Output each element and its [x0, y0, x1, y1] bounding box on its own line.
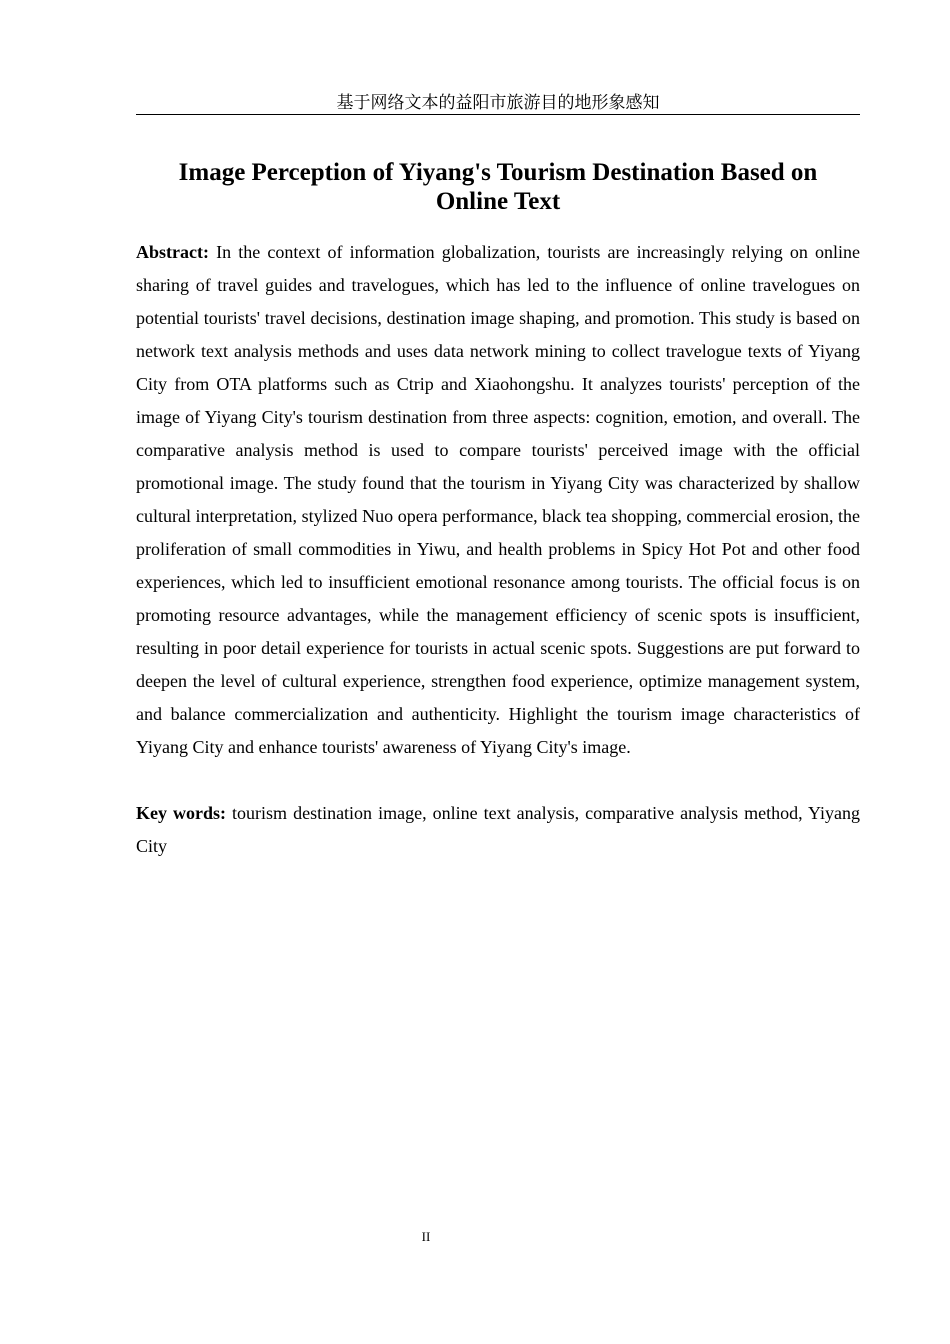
abstract-paragraph	[136, 236, 860, 764]
page-number: II	[421, 1229, 431, 1244]
running-header: 基于网络文本的益阳市旅游目的地形象感知	[336, 93, 660, 112]
abstract-text: In the context of information globalization, tourists are increasingly relying on online sharing of travel guides and travelogues, which has led to the influence of online travelogues on potential tourists' travel decisions, destination image shaping, and promotion. This study is based on network text analysis methods and uses data network mining to collect travelogue texts of Yiyang City from OTA platforms such as Ctrip and Xiaohongshu. It analyzes tourists' perception of the image of Yiyang City's tourism destination from three aspects: cognition, emotion, and overall. The comparative analysis method is used to compare tourists' perceived image with the official promotional image. The study found that the tourism in Yiyang City was characterized by shallow cultural interpretation, stylized Nuo opera performance, black tea shopping, commercial erosion, the proliferation of small commodities in Yiwu, and health problems in Spicy Hot Pot and other food experiences, which led to insufficient emotional resonance among tourists. The official focus is on promoting resource advantages, while the management efficiency of scenic spots is insufficient, resulting in poor detail experience for tourists in actual scenic spots. Suggestions are put forward to deepen the level of cultural experience, strengthen food experience, optimize management system, and balance commercialization and authenticity. Highlight the tourism image characteristics of Yiyang City and enhance tourists' awareness of Yiyang City's image.	[136, 242, 860, 757]
keywords-label: Key words:	[136, 803, 227, 823]
paper-title: Image Perception of Yiyang's Tourism Destination Based on Online Text	[178, 159, 818, 215]
abstract-label: Abstract:	[136, 242, 209, 262]
keywords-text: tourism destination image, online text analysis, comparative analysis method, Yiyang City	[136, 803, 860, 856]
header-rule	[136, 114, 860, 115]
keywords-paragraph	[136, 797, 860, 863]
